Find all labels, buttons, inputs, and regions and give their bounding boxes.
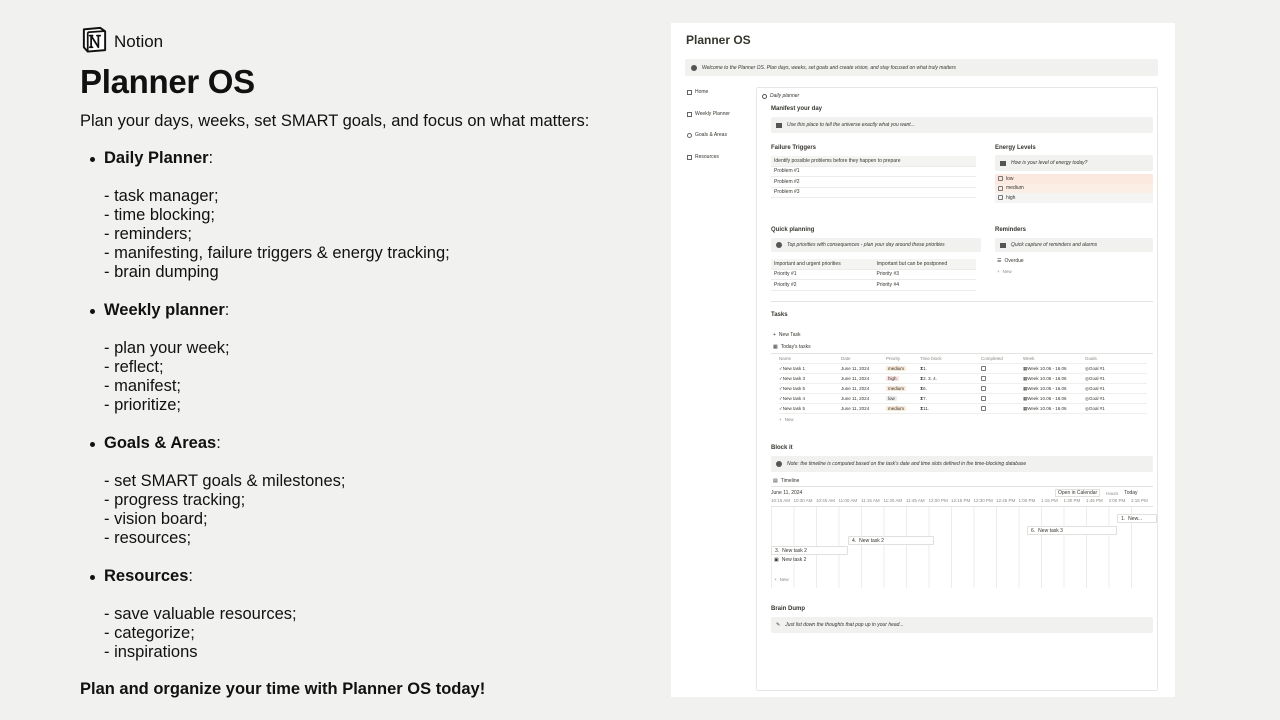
magnet-icon [776, 123, 782, 128]
welcome-callout [685, 59, 1158, 76]
feature-sub-list [104, 339, 640, 415]
priority-col-urgent: Important and urgent priorities [771, 259, 874, 270]
task-timeblock-cell-text: 1. [923, 366, 927, 371]
nav-weekly-planner[interactable]: Weekly Planner [687, 111, 757, 133]
task-new-row[interactable]: + New [779, 416, 794, 422]
feature-sub-item: - progress tracking; [104, 491, 246, 509]
reminders-new-button[interactable]: + New [997, 269, 1012, 274]
task-week-cell[interactable] [1023, 364, 1085, 374]
feature-title: Resources: [104, 567, 193, 585]
task-week-cell[interactable] [1023, 404, 1085, 414]
task-week-cell-text: Week 10.06 - 16.06 [1027, 366, 1067, 371]
divider [771, 486, 1153, 487]
plus-icon: + [774, 577, 777, 582]
task-timeblock-cell[interactable] [920, 384, 981, 394]
brand [80, 24, 640, 54]
priority-table [771, 259, 976, 291]
page-icon: ▣ [774, 557, 779, 563]
task-column-header[interactable]: Week [1023, 354, 1085, 364]
task-timeblock-cell-text: 7. [923, 396, 927, 401]
book-icon [687, 155, 692, 160]
task-completed-cell[interactable] [981, 384, 1023, 394]
task-column-header[interactable]: Time block [920, 354, 981, 364]
task-name-cell-text: New task 5 [782, 406, 806, 411]
task-date-cell[interactable] [841, 384, 886, 394]
timeline-time-label: 1:00 PM [1018, 498, 1036, 503]
timeline-row[interactable]: ▣ New task 2 [774, 557, 807, 563]
hourglass-icon: ⧗ [920, 366, 924, 371]
home-icon [687, 90, 692, 95]
priority-cell[interactable]: Priority #2 [771, 280, 874, 291]
checkbox[interactable] [981, 406, 986, 411]
reminders-heading: Reminders [995, 227, 1027, 233]
plus-icon: + [779, 416, 782, 422]
notion-logo-icon [80, 25, 109, 54]
panel-nav [687, 89, 757, 175]
feature-sub-item: - plan your week; [104, 339, 230, 357]
task-date-cell[interactable] [841, 394, 886, 404]
target-icon [687, 133, 692, 138]
feature-sub-item: - reminders; [104, 225, 193, 243]
panel-title: Planner OS [686, 33, 751, 47]
task-name-cell[interactable] [779, 374, 841, 384]
task-week-cell-text: Week 10.06 - 16.06 [1027, 406, 1067, 411]
feature-sub-item: - time blocking; [104, 206, 215, 224]
timeline-view[interactable]: ▤ Timeline [773, 478, 800, 484]
feature-sub-item: - categorize; [104, 624, 195, 642]
circle-icon [762, 94, 767, 99]
calendar-icon [687, 112, 692, 117]
task-priority-cell[interactable] [886, 404, 920, 414]
task-goal-cell-text: Goal #1 [1088, 386, 1105, 391]
timeline-time-label: 10:45 AM [816, 498, 836, 503]
task-timeblock-cell-text: 11. [923, 406, 930, 411]
timeline-new-button[interactable]: + New [774, 577, 789, 582]
task-column-header[interactable]: Date [841, 354, 886, 364]
info-icon [776, 461, 782, 467]
feature-sub-item: - vision board; [104, 510, 208, 528]
timeline-date: June 11, 2024 [771, 490, 803, 496]
battery-icon [1000, 161, 1006, 166]
timeline-time-label: 11:30 AM [883, 498, 903, 503]
checkbox[interactable] [998, 176, 1003, 181]
timeline-time-label: 1:45 PM [1086, 498, 1103, 503]
task-column-header[interactable]: Name [779, 354, 841, 364]
timeline-time-label: 12:00 PM [928, 498, 948, 503]
feature-title: Goals & Areas: [104, 434, 221, 452]
feature-title-text: Weekly planner [104, 301, 225, 319]
calendar-icon: ▦ [1023, 395, 1028, 401]
feature-sub-item: - inspirations [104, 643, 198, 661]
timeline-time-label: 10:30 AM [793, 498, 813, 503]
daily-planner-frame [756, 87, 1158, 691]
info-icon [691, 65, 697, 71]
task-date-cell-text: June 11, 2024 [841, 366, 870, 371]
task-name-cell-text: New task 4 [782, 396, 806, 401]
new-task-button[interactable]: + New Task [773, 332, 801, 338]
brand-name: Notion [114, 32, 164, 51]
task-completed-cell[interactable] [981, 394, 1023, 404]
hourglass-icon: ⧗ [920, 376, 924, 381]
task-goal-cell[interactable] [1085, 384, 1147, 394]
checkbox[interactable] [981, 386, 986, 391]
task-date-cell-text: June 11, 2024 [841, 396, 870, 401]
priority-cell[interactable]: Priority #4 [874, 280, 977, 291]
brain-dump-heading: Brain Dump [771, 606, 806, 612]
timeline-time-label: 1:30 PM [1063, 498, 1081, 503]
task-goal-cell-text: Goal #1 [1088, 366, 1105, 371]
task-goal-cell[interactable] [1085, 374, 1147, 384]
task-goal-cell-text: Goal #1 [1088, 406, 1105, 411]
info-icon [776, 242, 782, 248]
page-title: Planner OS [80, 63, 255, 100]
calendar-icon: ▦ [1023, 365, 1028, 371]
task-date-cell-text: June 11, 2024 [841, 376, 870, 381]
feature-item [80, 567, 640, 662]
manifest-callout[interactable]: Use this place to tell the universe exactly what you want... [771, 117, 1153, 133]
tab-daily-planner[interactable]: Daily planner [762, 93, 799, 99]
task-priority-cell-text: high [888, 376, 897, 381]
timeline-times [771, 498, 1153, 506]
task-week-cell[interactable] [1023, 394, 1085, 404]
target-icon: ◎ [1085, 385, 1089, 391]
task-name-cell-text: New task 3 [782, 376, 806, 381]
feature-sub-item: - manifest; [104, 377, 182, 395]
block-it-heading: Block it [771, 445, 793, 451]
feature-sub-item: - manifesting, failure triggers & energy tracking; [104, 244, 450, 262]
task-week-cell-text: Week 10.06 - 16.06 [1027, 386, 1067, 391]
tasks-heading: Tasks [771, 312, 788, 318]
brain-dump-callout[interactable]: ✎ Just list down the thoughts that pop up in your head... [771, 617, 1153, 633]
page-subtitle: Plan your days, weeks, set SMART goals, and focus on what matters: [80, 112, 590, 130]
timeline-controls [1055, 489, 1138, 497]
task-priority-cell[interactable] [886, 374, 920, 384]
task-column-header[interactable]: Priority [886, 354, 920, 364]
hourglass-icon: ⧗ [920, 386, 924, 391]
task-table [779, 354, 1153, 424]
timeline-icon: ▤ [773, 478, 778, 484]
task-timeblock-cell-text: 6. [923, 386, 927, 391]
timeline-time-label: 11:45 AM [906, 498, 925, 503]
check-icon: ✓ [779, 385, 783, 391]
timeline-time-label: 12:30 PM [973, 498, 993, 503]
calendar-icon: ▦ [1023, 375, 1028, 381]
calendar-icon: ▦ [1023, 385, 1028, 391]
feature-sub-list [104, 472, 640, 548]
block-it-callout: Note: the timeline is computed based on the task's date and time slots defined in the time-blocking database [771, 456, 1153, 472]
task-priority-cell-text: medium [888, 406, 905, 411]
task-name-cell-text: New task 5 [782, 386, 806, 391]
timeline-time-label: 11:00 AM [838, 498, 858, 503]
timeline-bar[interactable]: 1. New... [1117, 514, 1157, 523]
task-name-cell[interactable] [779, 394, 841, 404]
failure-table-header: Identify possible problems before they happen to prepare [771, 156, 976, 167]
task-week-cell-text: Week 10.06 - 16.06 [1027, 376, 1067, 381]
plus-icon: + [773, 332, 776, 338]
calendar-icon: ▦ [1023, 405, 1028, 411]
hourglass-icon: ⧗ [920, 406, 924, 411]
target-icon: ◎ [1085, 405, 1089, 411]
task-date-cell-text: June 11, 2024 [841, 406, 870, 411]
table-icon: ▦ [773, 344, 778, 350]
checkbox[interactable] [981, 366, 986, 371]
today-button[interactable]: Today [1124, 490, 1138, 496]
feature-item [80, 301, 640, 415]
list-icon: ☰ [997, 258, 1002, 264]
target-icon: ◎ [1085, 365, 1089, 371]
task-timeblock-cell-text: 2. 3. 4. [923, 376, 937, 381]
check-icon: ✓ [779, 405, 783, 411]
task-name-cell[interactable] [779, 404, 841, 414]
task-completed-cell[interactable] [981, 404, 1023, 414]
task-priority-cell-text: medium [888, 366, 905, 371]
feature-sub-list [104, 187, 640, 282]
failure-row[interactable]: Problem #2 [771, 177, 976, 188]
feature-item [80, 434, 640, 548]
task-goal-cell-text: Goal #1 [1088, 376, 1105, 381]
task-priority-cell[interactable] [886, 384, 920, 394]
task-priority-cell[interactable] [886, 394, 920, 404]
intro-column [80, 24, 640, 681]
timeline-time-label: 11:15 AM [861, 498, 880, 503]
task-timeblock-cell[interactable] [920, 394, 981, 404]
priority-cell[interactable]: Priority #1 [771, 270, 874, 281]
task-goal-cell[interactable] [1085, 364, 1147, 374]
task-date-cell[interactable] [841, 374, 886, 384]
energy-callout: How is your level of energy today? [995, 155, 1153, 171]
timeline-time-label: 12:45 PM [996, 498, 1016, 503]
task-goal-cell-text: Goal #1 [1088, 396, 1105, 401]
feature-sub-item: - brain dumping [104, 263, 219, 281]
timeline-time-label: 12:15 PM [951, 498, 971, 503]
task-timeblock-cell[interactable] [920, 404, 981, 414]
feature-title: Daily Planner: [104, 149, 214, 167]
task-week-cell[interactable] [1023, 374, 1085, 384]
feature-sub-item: - resources; [104, 529, 192, 547]
failure-table [771, 156, 976, 198]
target-icon: ◎ [1085, 375, 1089, 381]
quick-callout: Top priorities with consequences - plan your day around these priorities [771, 238, 981, 252]
feature-sub-item: - reflect; [104, 358, 164, 376]
task-week-cell[interactable] [1023, 384, 1085, 394]
overdue-view[interactable]: ☰ Overdue [997, 258, 1024, 264]
energy-heading: Energy Levels [995, 145, 1036, 151]
feature-title-text: Resources [104, 567, 189, 585]
timeline-bar[interactable]: 3. New task 2 [771, 546, 848, 555]
timeline-time-label: 10:15 AM [771, 498, 791, 503]
task-date-cell[interactable] [841, 404, 886, 414]
check-icon: ✓ [779, 365, 783, 371]
feature-sub-item: - save valuable resources; [104, 605, 297, 623]
nav-home[interactable]: Home [687, 89, 757, 111]
hourglass-icon: ⧗ [920, 396, 924, 401]
failure-row[interactable]: Problem #1 [771, 167, 976, 178]
failure-row[interactable]: Problem #3 [771, 188, 976, 199]
checkbox[interactable] [998, 186, 1003, 191]
open-in-calendar-button[interactable]: Open in Calendar [1055, 489, 1100, 497]
manifest-heading: Manifest your day [771, 106, 823, 112]
check-icon: ✓ [779, 375, 783, 381]
task-name-cell[interactable] [779, 364, 841, 374]
task-completed-cell[interactable] [981, 364, 1023, 374]
divider [771, 301, 1153, 302]
checkbox[interactable] [981, 396, 986, 401]
nav-resources[interactable]: Resources [687, 154, 757, 176]
task-week-cell-text: Week 10.06 - 16.06 [1027, 396, 1067, 401]
energy-medium[interactable]: medium [995, 184, 1153, 194]
feature-title: Weekly planner: [104, 301, 230, 319]
target-icon: ◎ [1085, 395, 1089, 401]
feature-sub-list [104, 605, 640, 662]
task-priority-cell-text: low [888, 396, 895, 401]
energy-low[interactable]: low [995, 174, 1153, 184]
task-date-cell[interactable] [841, 364, 886, 374]
task-column-header[interactable]: Goals [1085, 354, 1147, 364]
feature-title-text: Goals & Areas [104, 434, 217, 452]
quick-heading: Quick planning [771, 227, 815, 233]
task-name-cell[interactable] [779, 384, 841, 394]
task-name-cell-text: New task 1 [782, 366, 806, 371]
task-goal-cell[interactable] [1085, 404, 1147, 414]
task-date-cell-text: June 11, 2024 [841, 386, 870, 391]
energy-list [995, 174, 1153, 203]
feature-title-text: Daily Planner [104, 149, 209, 167]
reminders-callout: Quick capture of reminders and alarms [995, 238, 1153, 252]
priority-cell[interactable]: Priority #3 [874, 270, 977, 281]
hours-dropdown[interactable]: Hours [1106, 490, 1119, 496]
todays-tasks-view[interactable]: ▦ Today's tasks [773, 344, 811, 350]
pencil-icon: ✎ [776, 622, 781, 628]
check-icon: ✓ [779, 395, 783, 401]
task-timeblock-cell[interactable] [920, 364, 981, 374]
alarm-icon [1000, 243, 1006, 248]
task-priority-cell-text: medium [888, 386, 905, 391]
welcome-text: Welcome to the Planner OS. Plan days, weeks, set goals and create vision, and stay focused on what truly matters [702, 64, 956, 71]
checkbox[interactable] [998, 195, 1003, 200]
feature-item [80, 149, 640, 282]
nav-goals-areas[interactable]: Goals & Areas [687, 132, 757, 154]
timeline-bar[interactable]: 4. New task 2 [848, 536, 934, 545]
feature-list [80, 149, 640, 662]
task-goal-cell[interactable] [1085, 394, 1147, 404]
feature-sub-item: - task manager; [104, 187, 219, 205]
energy-high[interactable]: high [995, 193, 1153, 203]
timeline-bar[interactable]: 6. New task 3 [1027, 526, 1117, 535]
task-completed-cell[interactable] [981, 374, 1023, 384]
priority-col-postponed: Important but can be postponed [874, 259, 977, 270]
failure-heading: Failure Triggers [771, 145, 817, 151]
checkbox[interactable] [981, 376, 986, 381]
task-column-header[interactable]: Completed [981, 354, 1023, 364]
task-priority-cell[interactable] [886, 364, 920, 374]
plus-icon: + [997, 269, 1000, 274]
task-table-grid [779, 354, 1153, 414]
timeline-time-label: 2:00 PM [1108, 498, 1126, 503]
timeline-time-label: 2:15 PM [1131, 498, 1148, 503]
timeline-grid [771, 506, 1153, 588]
call-to-action: Plan and organize your time with Planner OS today! [80, 680, 486, 698]
feature-sub-item: - set SMART goals & milestones; [104, 472, 346, 490]
task-timeblock-cell[interactable] [920, 374, 981, 384]
feature-sub-item: - prioritize; [104, 396, 182, 414]
planner-screenshot [671, 23, 1175, 697]
timeline-time-label: 1:15 PM [1041, 498, 1058, 503]
